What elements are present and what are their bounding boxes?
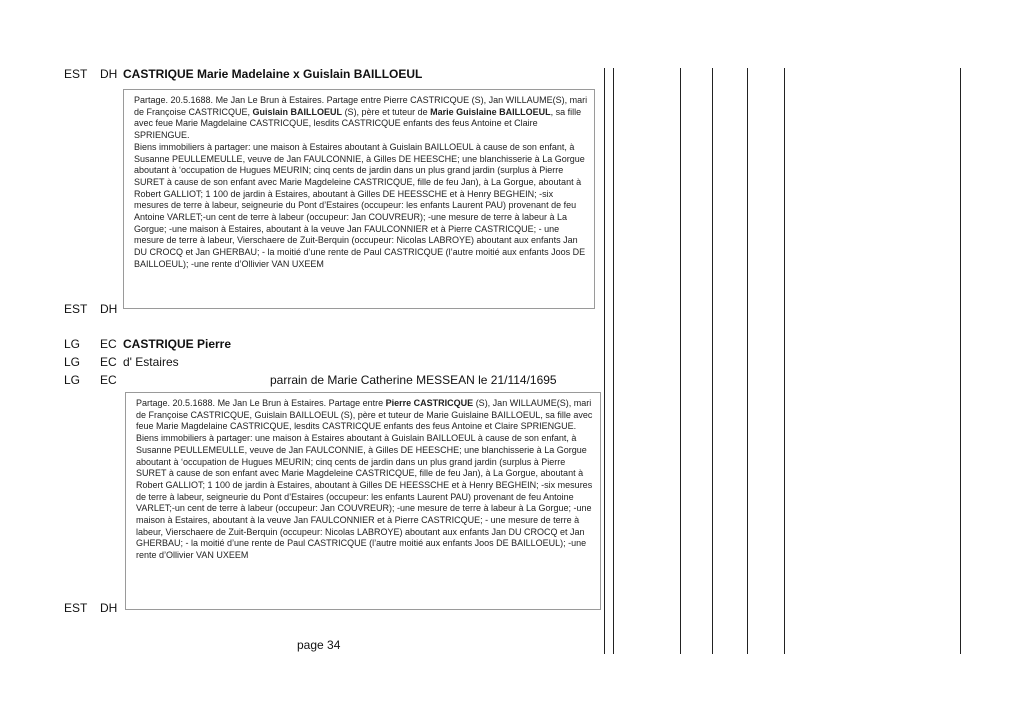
entry2-note-text-run: Pierre CASTRICQUE bbox=[385, 398, 474, 408]
entry2-godparent-note: parrain de Marie Catherine MESSEAN le 21/114/1695 bbox=[270, 373, 557, 387]
entry2-footer-col2: DH bbox=[100, 601, 118, 615]
entry1-note-box bbox=[123, 89, 595, 309]
entry2-row-3-col1: LG bbox=[64, 373, 81, 387]
entry2-row-1-col1: LG bbox=[64, 337, 81, 351]
entry2-note-paragraph-2: Biens immobiliers à partager: une maison à Estaires aboutant à Guislain BAILLOEUL à cause de son enfant, à Susanne PEULLEMEULLE, veuve de Jan FAULCONNIE, à Gilles DE HEESCHE; une blanchisserie à La Gorgue aboutant à ‘occupation de Hugues MEURIN; cinq cents de jardin dans un plus grand jardin (surplus à Pierre SURET à cause de son enfant avec Marie Magdeleine CASTRICQUE, fille de feu Jan), à La Gorgue, aboutant à Robert GALLIOT; 1 100 de jardin à Estaires, aboutant à Gilles DE HEESSCHE et à Henry BEGHEIN; -six mesures de terre à labeur, seigneurie du Pont d’Estaires (occupeur: les enfants Laurent PAU) provenant de feu Antoine VARLET;-un cent de terre à labeur (occupeur: Jan COUVREUR); -une mesure de terre à labeur à La Gorgue; -une maison à Estaires, aboutant à la veuve Jan FAULCONNIER et à Pierre CASTRICQUE; - une mesure de terre à labeur, Vierschaere de Zuit-Berquin (occupeur: Nicolas LABROYE) aboutant aux enfants Jan DU CROCQ et Jan GHERBAU; - la moitié d’une rente de Paul CASTRICQUE (l’autre moitié aux enfants Joos DE BAILLOEUL); -une rente d’Ollivier VAN UXEEM bbox=[136, 433, 593, 561]
entry2-footer-col1: EST bbox=[64, 601, 88, 615]
entry2-place: d' Estaires bbox=[123, 355, 179, 369]
entry1-note-text-run: Guislain BAILLOEUL bbox=[252, 106, 343, 117]
column-rule-3 bbox=[680, 68, 681, 654]
column-rule-7 bbox=[960, 68, 961, 654]
entry2-note-paragraph-1 bbox=[136, 398, 594, 433]
entry1-footer-col1: EST bbox=[64, 302, 88, 316]
entry1-note-text-run: (S), père et tuteur de bbox=[342, 106, 431, 117]
entry1-note-paragraph-1 bbox=[134, 95, 588, 142]
entry2-row-3-col2: EC bbox=[100, 373, 117, 387]
entry1-footer-col2: DH bbox=[100, 302, 118, 316]
entry2-title: CASTRIQUE Pierre bbox=[123, 337, 232, 351]
entry1-note-text-run: , sa fille avec feue Marie Magdelaine CASTRICQUE, lesdits CASTRICQUE enfants des feus Antoine et Claire SPRIENGUE. bbox=[134, 106, 582, 141]
entry1-title: CASTRIQUE Marie Madelaine x Guislain BAILLOEUL bbox=[123, 67, 423, 81]
entry2-note-text-run: Partage. 20.5.1688. Me Jan Le Brun à Estaires. Partage entre bbox=[136, 398, 386, 408]
entry1-note-text-run: Marie Guislaine BAILLOEUL bbox=[430, 106, 551, 117]
entry1-header-col2: DH bbox=[100, 67, 118, 81]
entry1-note-paragraph-2: Biens immobiliers à partager: une maison à Estaires aboutant à Guislain BAILLOEUL à cause de son enfant, à Susanne PEULLEMEULLE, veuve de Jan FAULCONNIE, à Gilles DE HEESCHE; une blanchisserie à La Gorgue aboutant à ‘occupation de Hugues MEURIN; cinq cents de jardin dans un plus grand jardin (surplus à Pierre SURET à cause de son enfant avec Marie Magdeleine CASTRICQUE, fille de feu Jan), à La Gorgue, aboutant à Robert GALLIOT; 1 100 de jardin à Estaires, aboutant à Gilles DE HEESSCHE et à Henry BEGHEIN; -six mesures de terre à labeur, seigneurie du Pont d’Estaires (occupeur: les enfants Laurent PAU) provenant de feu Antoine VARLET;-un cent de terre à labeur (occupeur: Jan COUVREUR); -une mesure de terre à labeur à La Gorgue; -une maison à Estaires, aboutant à la veuve Jan FAULCONNIER et à Pierre CASTRICQUE; - une mesure de terre à labeur, Vierschaere de Zuit-Berquin (occupeur: Nicolas LABROYE) aboutant aux enfants Jan DU CROCQ et Jan GHERBAU; - la moitié d’une rente de Paul CASTRICQUE (l’autre moitié aux enfants Joos DE BAILLOEUL); -une rente d’Ollivier VAN UXEEM bbox=[134, 141, 586, 269]
column-rule-1 bbox=[604, 68, 605, 654]
column-rule-5 bbox=[747, 68, 748, 654]
entry2-row-2-col2: EC bbox=[100, 355, 117, 369]
entry2-row-2-col1: LG bbox=[64, 355, 81, 369]
column-rule-2 bbox=[613, 68, 614, 654]
column-rule-4 bbox=[712, 68, 713, 654]
page-number: page 34 bbox=[297, 638, 341, 652]
entry1-header-col1: EST bbox=[64, 67, 88, 81]
entry2-note-box bbox=[125, 392, 601, 610]
column-rule-6 bbox=[784, 68, 785, 654]
entry1-note-text-run: Partage. 20.5.1688. Me Jan Le Brun à Estaires. Partage entre Pierre CASTRICQUE (S), Jan WILLAUME(S), mari de Françoise CASTRICQUE, bbox=[134, 95, 588, 117]
entry2-note-text-run: (S), Jan WILLAUME(S), mari de Françoise CASTRICQUE, Guislain BAILLOEUL (S), père et tuteur de Marie Guislaine BAILLOEUL, sa fille avec feue Marie Magdelaine CASTRICQUE, lesdits CASTRICQUE enfants des feus Antoine et Claire SPRIENGUE. bbox=[136, 398, 593, 432]
entry2-row-1-col2: EC bbox=[100, 337, 117, 351]
